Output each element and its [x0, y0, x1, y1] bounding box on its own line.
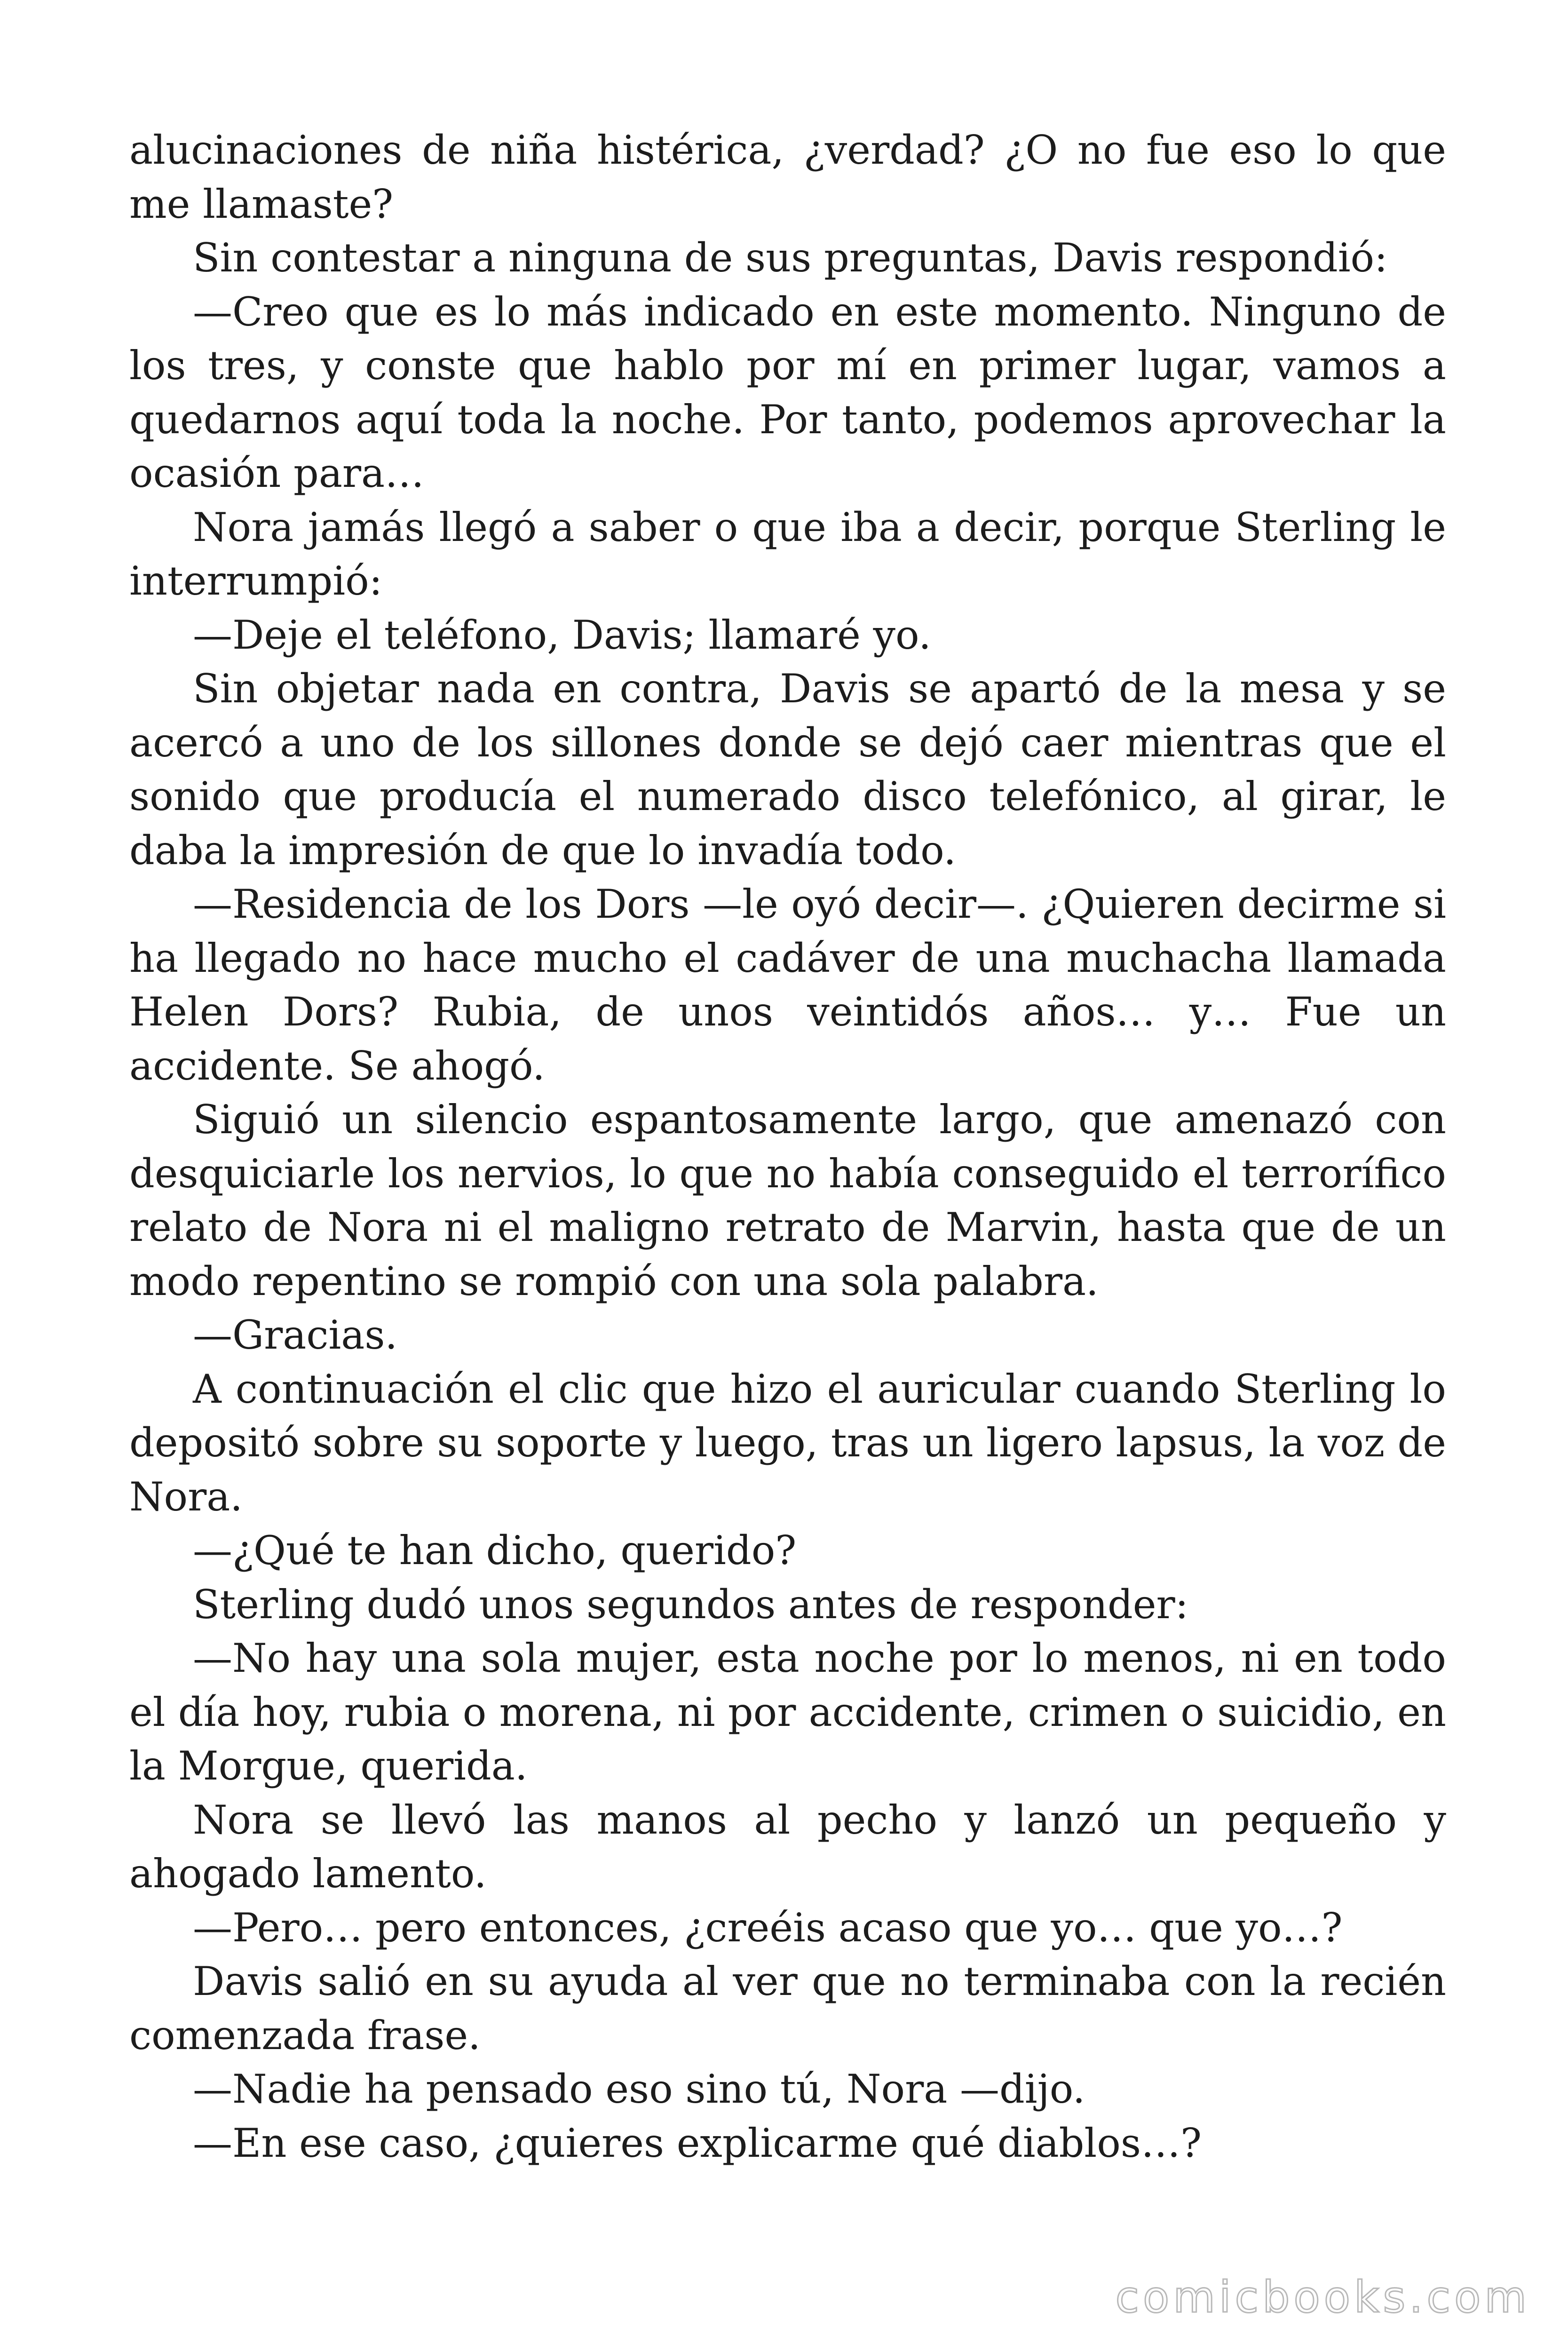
paragraph: alucinaciones de niña histérica, ¿verdad? ¿O no fue eso lo que me llamaste?: [129, 127, 1446, 227]
body-text: [129, 123, 1446, 2170]
paragraph: Sin objetar nada en contra, Davis se apartó de la mesa y se acercó a uno de los sillones donde se dejó caer mientras que el sonido que producía el numerado disco telefónico, al girar, le daba la impresión de que lo invadía todo.: [129, 666, 1446, 874]
paragraph: Sin contestar a ninguna de sus preguntas, Davis respondió:: [193, 235, 1388, 281]
paragraph: —Pero… pero entonces, ¿creéis acaso que yo… que yo…?: [193, 1904, 1343, 1951]
paragraph: Siguió un silencio espantosamente largo, que amenazó con desquiciarle los nervios, lo que no había conseguido el terrorífico relato de Nora ni el maligno retrato de Marvin, hasta que de un modo repentino se rompió con una sola palabra.: [129, 1097, 1446, 1304]
paragraph: —Deje el teléfono, Davis; llamaré yo.: [193, 612, 931, 658]
paragraph: —Creo que es lo más indicado en este momento. Ninguno de los tres, y conste que hablo por mí en primer lugar, vamos a quedarnos aquí toda la noche. Por tanto, podemos aprovechar la ocasión para…: [129, 288, 1446, 496]
paragraph: —Residencia de los Dors —le oyó decir—. ¿Quieren decirme si ha llegado no hace mucho el cadáver de una muchacha llamada Helen Dors? Rubia, de unos veintidós años… y… Fue un accidente. Se ahogó.: [129, 881, 1446, 1089]
paragraph: —Gracias.: [193, 1312, 398, 1358]
paragraph: Sterling dudó unos segundos antes de responder:: [193, 1581, 1188, 1628]
paragraph: —Nadie ha pensado eso sino tú, Nora —dijo.: [193, 2066, 1085, 2112]
paragraph: Davis salió en su ayuda al ver que no terminaba con la recién comenzada frase.: [129, 1958, 1446, 2058]
watermark: comicbooks.com: [1115, 2272, 1530, 2322]
paragraph: Nora se llevó las manos al pecho y lanzó un pequeño y ahogado lamento.: [129, 1796, 1446, 1897]
paragraph: Nora jamás llegó a saber o que iba a decir, porque Sterling le interrumpió:: [129, 504, 1446, 604]
paragraph: —¿Qué te han dicho, querido?: [193, 1527, 797, 1573]
paragraph: —No hay una sola mujer, esta noche por lo menos, ni en todo el día hoy, rubia o morena, ni por accidente, crimen o suicidio, en la Morgue, querida.: [129, 1635, 1446, 1789]
paragraph: —En ese caso, ¿quieres explicarme qué diablos…?: [193, 2120, 1202, 2166]
paragraph: A continuación el clic que hizo el auricular cuando Sterling lo depositó sobre su soporte y luego, tras un ligero lapsus, la voz de Nora.: [129, 1366, 1446, 1520]
